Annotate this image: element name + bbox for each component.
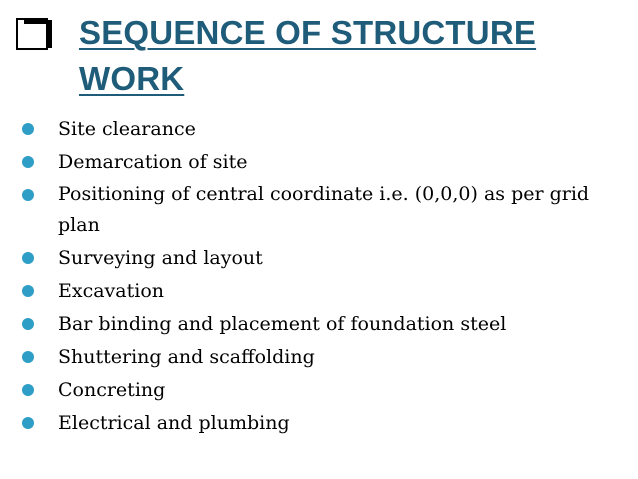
bullet-icon [22,285,34,297]
list-item-text: Concreting [58,379,166,401]
list-item-text: Demarcation of site [58,151,248,173]
list-item-text: Positioning of central coordinate i.e. (0,0,0) as per grid plan [58,183,590,236]
list-item [22,113,612,145]
list-item [22,275,612,307]
bullet-icon [22,189,34,201]
bullet-icon [22,252,34,264]
list-item-text: Bar binding and placement of foundation steel [58,313,507,335]
list-item-text: Site clearance [58,118,196,140]
list-item-text: Excavation [58,280,165,302]
checkbox-icon [16,18,64,50]
bullet-list [22,113,612,440]
list-item [22,341,612,373]
list-item-text: Shuttering and scaffolding [58,346,315,368]
list-item [22,374,612,406]
list-item [22,146,612,178]
bullet-icon [22,318,34,330]
bullet-icon [22,156,34,168]
list-item-text: Surveying and layout [58,247,263,269]
bullet-icon [22,417,34,429]
bullet-icon [22,351,34,363]
list-item [22,308,612,340]
bullet-icon [22,384,34,396]
list-item-text: Electrical and plumbing [58,412,290,434]
bullet-icon [22,123,34,135]
list-item [22,179,612,241]
list-item [22,407,612,439]
list-item [22,242,612,274]
page-title: SEQUENCE OF STRUCTURE WORK [79,14,537,97]
